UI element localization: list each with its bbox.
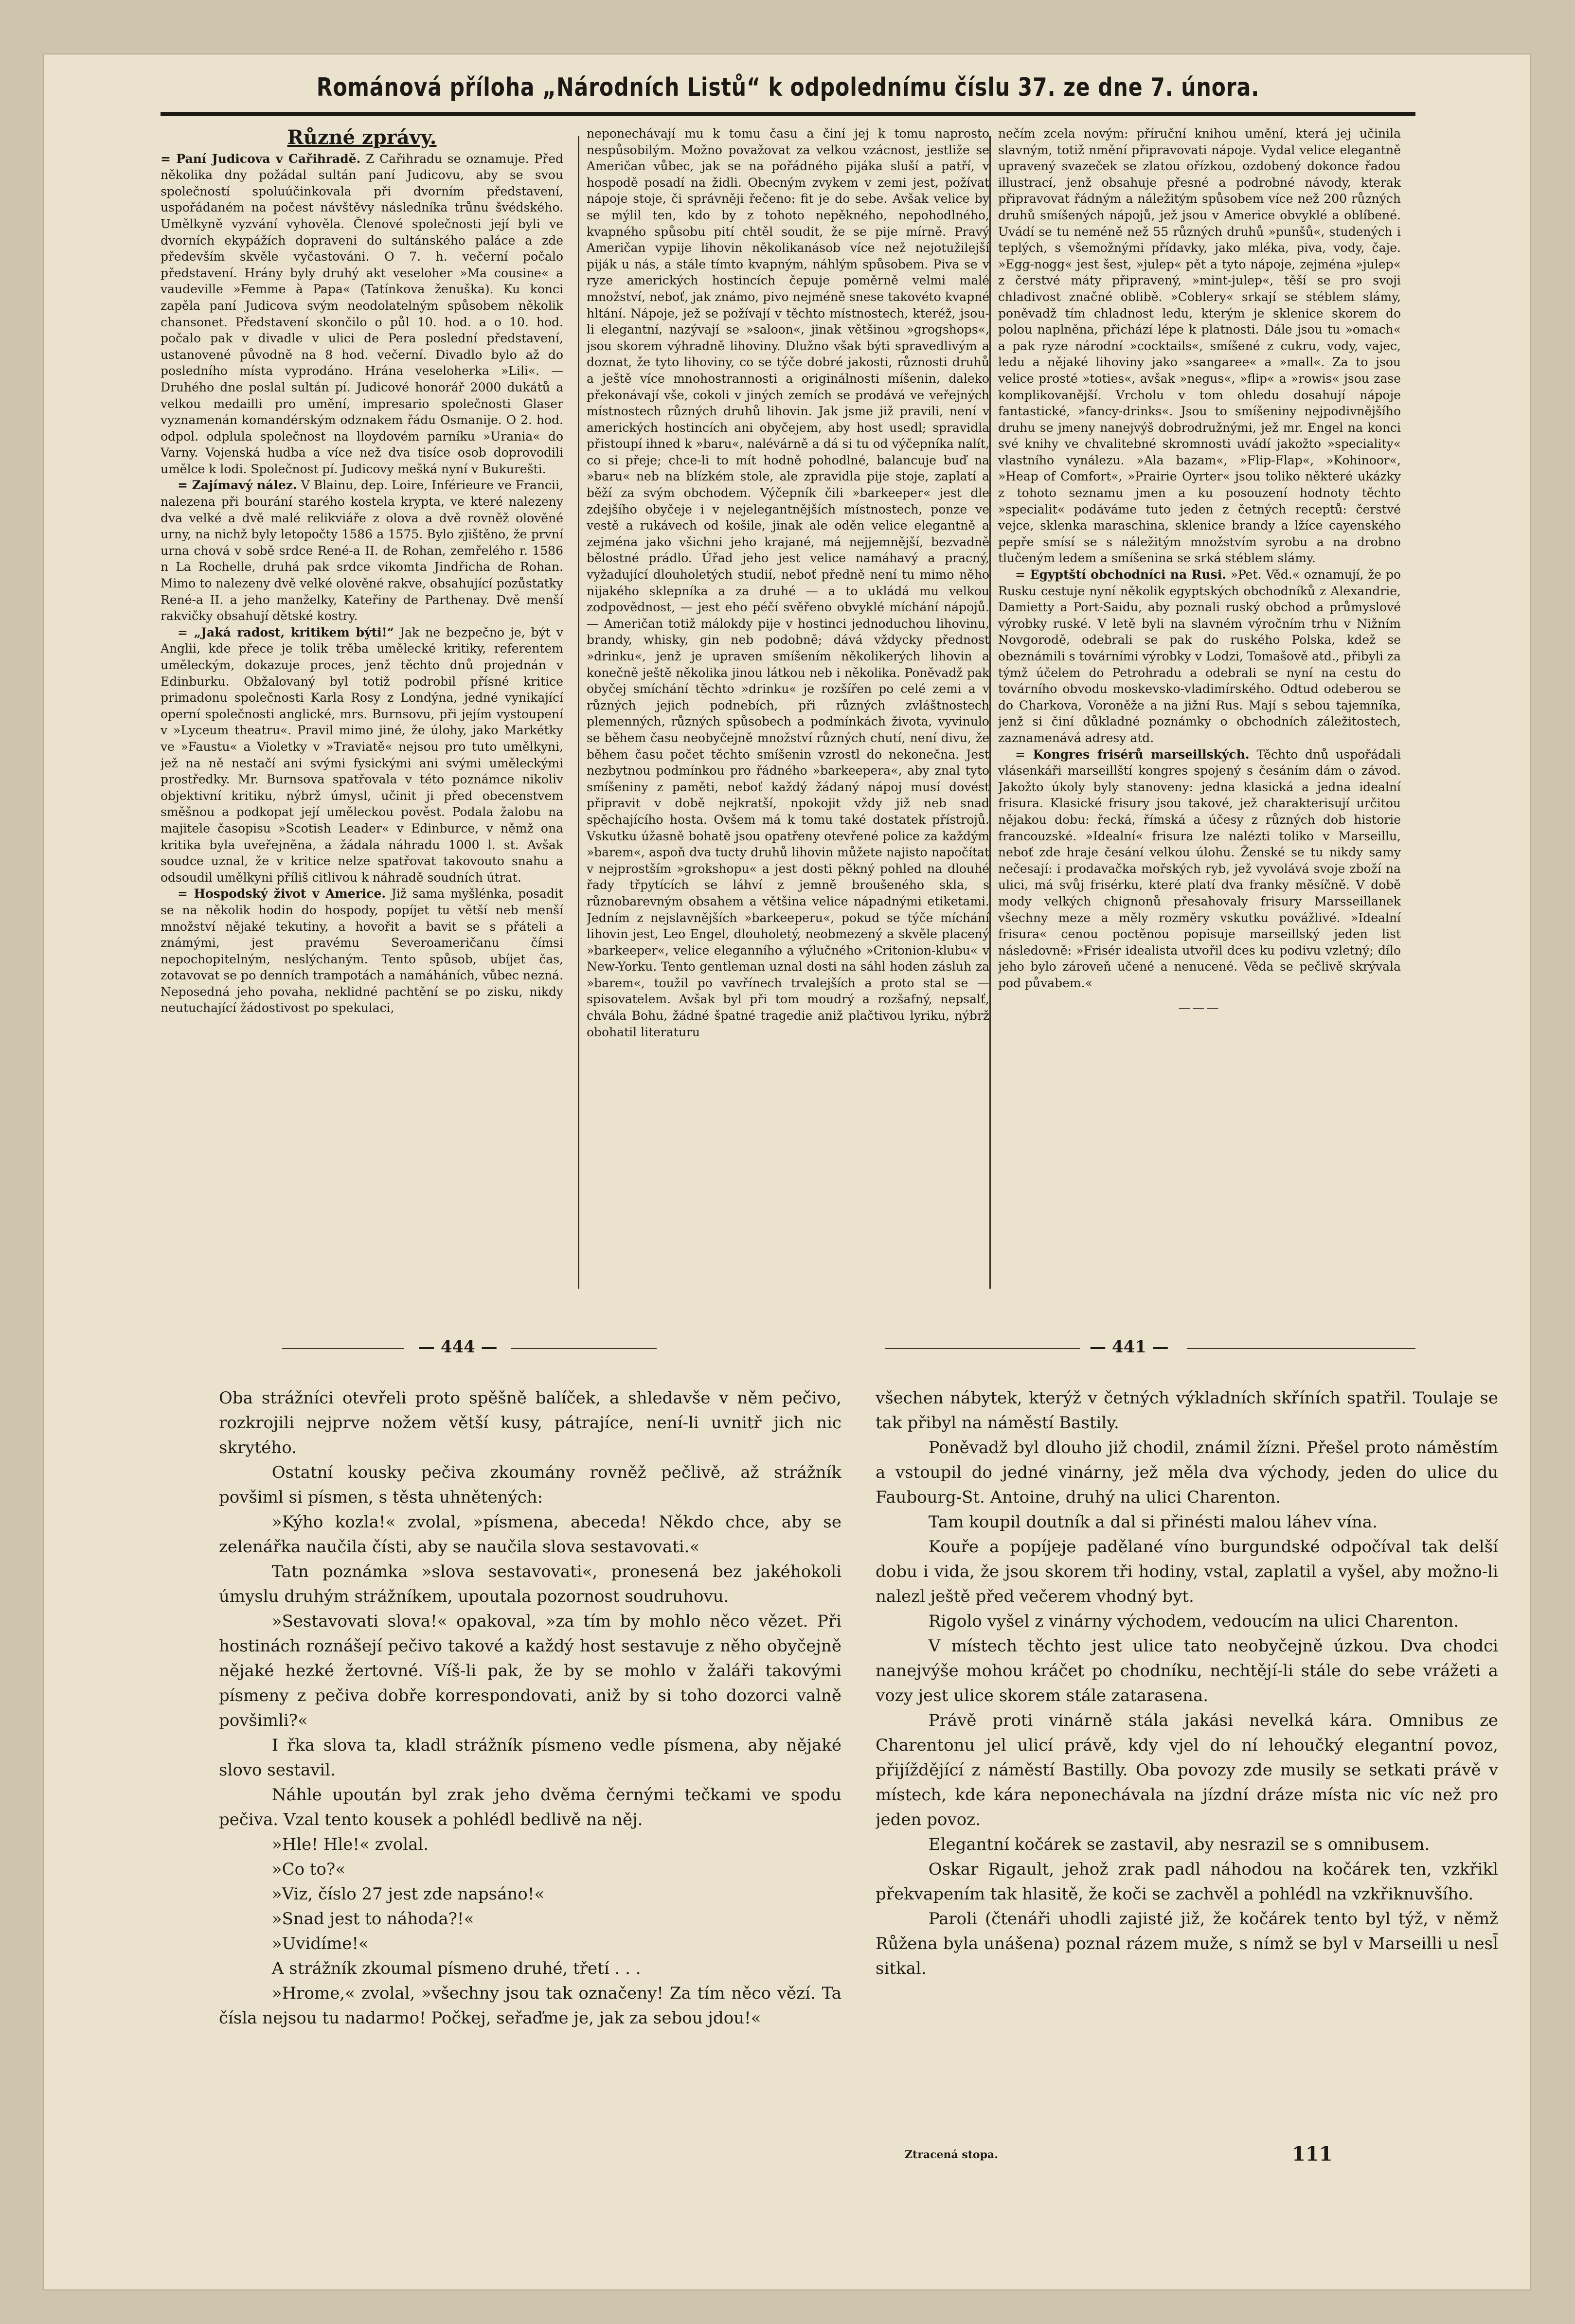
- novel-paragraph: I řka slova ta, kladl strážník písmeno vedle písmena, aby nějaké slovo sestavil.: [219, 1736, 841, 1780]
- footer-title: Ztracená stopa.: [905, 2148, 998, 2161]
- novel-paragraph: Tatn poznámka »slova sestavovati«, pronesená bez jakéhokoli úmyslu druhým strážníkem, upoutala pozornost soudruhovu.: [219, 1562, 841, 1606]
- novel-paragraph: »Hle! Hle!« zvolal.: [271, 1835, 429, 1854]
- news-column-1: [161, 125, 563, 1307]
- header-rule: [161, 112, 1415, 116]
- page-number-rule: [885, 1348, 1080, 1349]
- novel-paragraph: Kouře a popíjeje padělané víno burgundské odpočíval tak delší dobu i vida, že jsou skorem tři hodiny, vstal, zaplatil a vyšel, aby možno-li nalezl ještě před večerem vhodný byt.: [876, 1537, 1498, 1606]
- novel-paragraph: »Sestavovati slova!« opakoval, »za tím by mohlo něco vězet. Při hostinách roznášejí pečivo takové a každý host sestavuje z něho obyčejně nějaké hezké žertovné. Víš-li pak, že by se mohlo v žaláři takovými písmeny z pečiva dobře korrespondovati, aniž by si toho dozorci valně povšimli?«: [219, 1612, 841, 1730]
- novel-paragraph: Oba strážníci otevřeli proto spěšně balíček, a shledavše v něm pečivo, rozkrojili nejprve nožem větší kusy, pátrajíce, není-li uvnitř jich nic skrytého.: [219, 1388, 841, 1457]
- novel-paragraph: Rigolo vyšel z vinárny východem, vedoucím na ulici Charenton.: [928, 1612, 1459, 1631]
- news-column-3: [998, 125, 1401, 1307]
- section-title: Různé zprávy.: [287, 126, 437, 149]
- novel-column-right: [876, 1386, 1498, 2242]
- news-item-continued: nečím zcela novým: příruční knihou umění, která jej učinila slavným, totiž nmění připravovati nápoje. Vydal velice elegantně upravený svazeček se zlatou ořízkou, ozdobený dokonce řadou illustrací, jenž obsahuje přesné a podrobné návody, kterak připravovat řádným a náležitým spůsobem více než 200 různých druhů smíšených nápojů, jež jsou v Americe obvyklé a oblíbené. Uvádí se tu neméně než 55 různých druhů »punšů«, studených i teplých, s všemožnými přídavky, jako mléka, piva, vody, čaje. »Egg-nogg« jest šest, »julep« pět a tyto nápoje, zejména »julep« z čerstvé máty připravený, »mint-julep«, těší se pro svoji chladivost značné oblibě. »Coblery« srkají se stéblem slámy, poněvadž tím chladnost ledu, kterým je sklenice skorem do polou naplněna, přichází lépe k platnosti. Dále jsou tu »omach« a pak ryze národní »cocktails«, smíšené z cukru, vody, vajec, ledu a nějaké lihoviny jako »sangaree« a »mall«. Za to jsou velice prosté »toties«, avšak »negus«, »flip« a »rowis« jsou zase komplikovanější. Vrcholu v tom ohledu dosahují nápoje fantastické, »fancy-drinks«. Jsou to smíšeniny nejpodivnějšího druhu se jmeny nanejvýš dobrodružnými, jež mr. Engel na konci své knihy ve chvalitebné skromnosti uvádí jakožto »speciality« vlastního vynálezu. »Ala bazam«, »Flip-Flap«, »Kohinoor«, »Heap of Comfort«, »Prairie Oyrter« jsou toliko některé ukázky z tohoto seznamu jmen a ku posouzení hodnoty těchto »specialit« podáváme tuto jeden z četných receptů: čerstvé vejce, sklenka maraschina, sklenice brandy a lžíce cayenského pepře smísí se s náležitým množstvím syrobu a na drobno tlučeným ledem a smíšenina se srká stéblem slámy.: [998, 126, 1401, 566]
- page-number-right: — 441 —: [1090, 1337, 1169, 1357]
- novel-paragraph: Poněvadž byl dlouho již chodil, známil žízni. Přešel proto náměstím a vstoupil do jedné vinárny, jež měla dva východy, jeden do ulice du Faubourg-St. Antoine, druhý na ulici Charenton.: [876, 1438, 1498, 1507]
- news-item: = „Jaká radost, kritikem býti!“ Jak ne bezpečno je, být v Anglii, kde přece je tolik trěba umělecké kritiky, referentem uměleckým, dokazuje proces, jenž těchto dnů projednán v Edinburku. Obžalovaný byl totiž podrobil přísné kritice primadonu společnosti Karla Rosy z Londýna, jedné vynikající operní společnosti anglické, mrs. Burnsovu, při jejím vystoupení v »Lyceum theatru«. Pravil mimo jiné, že úlohy, jako Markétky ve »Faustu« a Violetky v »Traviatě« nejsou pro tuto umělkyni, jež na ně nestačí ani svými fysickými ani svými uměleckými prostředky. Mr. Burnsova spatřovala v této poznámce nikoliv objektivní kritiku, nýbrž úmysl, učinit ji před obecenstvem směšnou a podkopat její uměleckou pověst. Podala žalobu na majitele časopisu »Scotish Leader« v Edinburce, v němž ona kritika byla uveřejněna, a žádala náhradu 1000 l. st. Avšak soudce uznal, že v kritice nelze spatřovat takovouto snahu a odsoudil umělkyni příliš citlivou k náhradě soudních útrat.: [161, 625, 563, 885]
- news-item: = Kongres frisérů marseillských. Těchto dnů uspořádali vlásenkáři marseillští kongres spojený s česáním dám o závod. Jakožto úkoly byly stanoveny: jedna klasická a jedna idealní frisura. Klasické frisury jsou takové, jež charakterisují určitou nějakou dobu: řecká, římská a účesy z různých dob historie francouzské. »Idealní« frisura lze nalézti toliko v Marseillu, neboť zde hraje česání velkou úlohu. Ženské se tu nikdy samy nečesají: i prodavačka mořských ryb, jež vyvolává svoje zboží na ulici, má svůj frisérku, které platí dva franky měsíčně. V době mody velkých chignonů přesahovaly frisury Marsseillanek všechny meze a měly rozměry vskutku povážlivé. »Idealní frisura« cenou poctěnou popisuje marseillský jeden list následovně: »Frisér idealista utvořil dces ku podivu vzletný; dílo jeho bylo zároveň učené a nenucené. Věda se pečlivě skrývala pod půvabem.«: [998, 747, 1401, 990]
- news-column-2: [587, 125, 989, 1307]
- novel-paragraph: Náhle upoután byl zrak jeho dvěma černými tečkami ve spodu pečiva. Vzal tento kousek a pohlédl bedlivě na něj.: [219, 1785, 841, 1829]
- news-item-continued: neponechávají mu k tomu času a činí jej k tomu naprosto nespůsobilým. Možno považovat za velkou vzácnost, jestliže se Američan vůbec, jak se na pořádného pijáka sluší a patří, v hospodě posadí na židli. Obecným zvykem v zemi jest, požívat nápoje stoje, či správněji řečeno: fit je do sebe. Avšak velice by se mýlil ten, kdo by z tohoto nepěkného, nepohodlného, kvapného spůsobu pití chtěl soudit, že se pije mírně. Pravý Američan vypije lihovin několikanásob více než nejotužilejší piják u nás, a stále tímto kvapným, náhlým spůsobem. Piva se v ryze amerických hostincích čepuje poměrně velmi malé množství, neboť, jak známo, pivo nejméně snese takovéto kvapné hltání. Nápoje, jež se požívají v těchto místnostech, kteréž, jsou-li elegantní, nazývají se »saloon«, jinak většinou »grogshops«, jsou skorem výhradně lihoviny. Dlužno však býti spravedlivým a doznat, že tyto lihoviny, co se týče dobré jakosti, různosti druhů a ještě více mnohostrannosti a originálnosti míšenin, daleko překonávají vše, cokoli v jiných zemích se prodává ve veřejných místnostech různých druhů lihovin. Jak jsme již pravili, není v amerických hostincích ani obyčejem, aby host usedl; spravidla přistoupí ihned k »baru«, nalévárně a dá si tu od výčepníka nalít, co si přeje; chce-li to mít hodně pohodlné, balancuje buď na »baru« neb na blízkém stole, ale zpravidla pije stoje, zaplatí a běží za svým obchodem. Výčepník čili »barkeeper« jest dle zdejšího obyčeje i v nejelegantnějších místnostech, ponze ve vestě a rukávech od košile, jinak ale oděn velice elegantně a zejména jako všichni jeho krajané, má nejjemnější, bezvadně bělostné prádlo. Úřad jeho jest velice namáhavý a pracný, vyžadující dlouholetých studií, neboť předně není tu mimo něho nijakého sklepníka a za druhé — a to ukládá mu velkou zodpovědnost, — jest eho péčí svěřeno obvyklé míchání nápojů. — Američan totiž málokdy pije v hostinci jednoduchou lihovinu, brandy, whisky, gin neb podobně; dává vždycky přednost »drinku«, jenž je upraven smíšením několikerých lihovin a konečně ještě několika jinou látkou neb i několika. Poněvadž pak obyčej smíchání těchto »drinku« je rozšířen po celé zemi a v různých jejich podnebích, při různých zvláštnostech plemenných, různých spůsobech a podmínkách života, vyvinulo se během času neobyčejně množství různých chutí, není divu, že během času počet těchto smíšenin vzrostl do nekonečna. Jest nezbytnou podmínkou pro řádného »barkeepera«, aby znal tyto smíšeniny z paměti, neboť každý žádaný nápoj musí dovést připravit v době nejkratší, npokojit vždy již neb snad spěchajícího hosta. Ovšem má k tomu také dostatek přístrojů. Vskutku úžasně bohatě jsou opatřeny otevřené police za každým »barem«, aspoň dva tucty druhů lihovin můžete najisto napočítat v nejprostším »grokshopu« a jest dosti pěkný pohled na dlouhé řady třpytících se láhví z jemně broušeného skla, s různobarevným obsahem a většina velice nápadnými etiketami. Jedním z nejslavnějších »barkeeperu«, pokud se týče míchání lihovin jest, Leo Engel, dlouholetý, neobmezený a skvěle placený »barkeeper«, velice eleganního a výlučného »Critonion-klubu« v New-Yorku. Tento gentleman uznal dosti na sáhl hoden zásluh za »barem«, toužil po vavřínech trvalejších a proto stal se — spisovatelem. Avšak byl při tom moudrý a rozšafný, nepsalť, chvála Bohu, žádné špatné tragedie aniž plačtivou lyriku, nýbrž obohatil literaturu: [587, 126, 989, 1039]
- novel-paragraph: Oskar Rigault, jehož zrak padl náhodou na kočárek ten, vzkřikl překvapením tak hlasitě, že koči se zachvěl a pohlédl na vzkřiknuvšího.: [876, 1860, 1498, 1904]
- novel-paragraph: Paroli (čtenáři uhodli zajisté již, že kočárek tento byl týž, v němž Růžena byla unášena) poznal rázem muže, s nímž se byl v Marseilli u nesl̄ sitkal.: [876, 1909, 1498, 1978]
- novel-paragraph: A strážník zkoumal písmeno druhé, třetí . . .: [271, 1959, 641, 1978]
- footer-page-number: 111: [1292, 2143, 1333, 2165]
- news-item: = Egyptští obchodníci na Rusi. »Pet. Věd.« oznamují, že po Rusku cestuje nyní několik egyptských obchodníků z Alexandrie, Damietty a Port-Saidu, aby poznali ruský obchod a průmyslové výrobky ruské. V letě byli na slavném výročním trhu v Nižním Novgorodě, odebrali se pak do ruského Polska, kdež se obeznámili s továrními výrobky v Lodzi, Tomašově atd., přibyli za týmž účelem do Petrohradu a odebrali se nyní na cestu do továrního obvodu moskevsko-vladimírského. Odtud odeberou se do Charkova, Voroněže a na jižní Rus. Mají s sebou tajemníka, jenž si činí důkladné poznámky o obchodních záležitostech, zaznamenává adresy atd.: [998, 568, 1401, 745]
- novel-paragraph: »Kýho kozla!« zvolal, »písmena, abeceda! Někdo chce, aby se zelenářka naučila čísti, aby se naučila slova sestavovati.«: [219, 1512, 841, 1557]
- novel-paragraph: »Hrome,« zvolal, »všechny jsou tak označeny! Za tím něco vězí. Ta čísla nejsou tu nadarmo! Počkej, seřaďme je, jak za sebou jdou!«: [219, 1984, 841, 2028]
- novel-paragraph: Tam koupil doutník a dal si přinésti malou láhev vína.: [928, 1512, 1378, 1532]
- page-header: Románová příloha „Národních Listů“ k odpolednímu číslu 37. ze dne 7. února.: [316, 73, 1260, 102]
- novel-paragraph: Ostatní kousky pečiva zkoumány rovněž pečlivě, až strážník povšiml si písmen, s těsta uhnětených:: [219, 1463, 841, 1507]
- news-item: = Paní Judicova v Cařihradě. Z Cařihradu se oznamuje. Před několika dny požádal sultán paní Judicovu, aby se svou společností spoluúčinkovala při dvorním představení, uspořádaném na počest návštěvy následníka trůnu švédského. Umělkyně vyzvání vyhověla. Členové společnosti její byli ve dvorních ekypážích dopraveni do sultánského paláce a zde především skvěle vyčastováni. O 7. h. večerní počalo představení. Hrány byly druhý akt veseloher »Ma cousine« a vaudeville »Femme à Papa« (Tatínkova ženuška). Ku konci zapěla paní Judicova svým neodolatelným spůsobem několik chansonet. Představení skončilo o půl 10. hod. a o 10. hod. počalo pak v divadle v ulici de Pera poslední představení, ustanovené původně na 8 hod. večerní. Divadlo bylo až do posledního místa vyprodáno. Hrána veseloherka »Lili«. — Druhého dne poslal sultán pí. Judicové honorář 2000 dukátů a velkou medailli pro umění, impresario společnosti Glaser vyznamenán komandérským odznakem řádu Osmanije. O 2. hod. odpol. odplula společnost na lloydovém parníku »Urania« do Varny. Vojenská hudba a více než dva tisíce osob doprovodili umělce k lodi. Společnost pí. Judicovy mešká nyní v Bukurešti.: [161, 151, 563, 476]
- page-number-rule: [1187, 1348, 1415, 1349]
- news-columns: [161, 125, 1415, 1307]
- novel-paragraph: Právě proti vinárně stála jakási nevelká kára. Omnibus ze Charentonu jel ulicí právě, kdy vjel do ní lehoučký elegantní povoz, přijíždějící z náměstí Bastilly. Oba povozy zde musily se setkati právě v místech, kde kára neponechávala na jízdní dráze místa nic víc než pro jeden povoz.: [876, 1711, 1498, 1829]
- news-item: = Hospodský život v Americe. Již sama myšlénka, posadit se na několik hodin do hospody, popíjet tu větší neb menší množství nějaké tekutiny, a hovořit a bavit se s přáteli a známými, jest pravému Severoameričanu čímsi nepochopitelným, neslýchaným. Tento spůsob, ubíjet čas, zotavovat se po denních trampotách a namáháních, vůbec nezná. Neposedná jeho povaha, neklidné pachtění se po zisku, nikdy neutuchající žádostivost po spekulaci,: [161, 887, 563, 1015]
- news-item: = Zajímavý nález. V Blainu, dep. Loire, Inférieure ve Francii, nalezena při bourání starého kostela krypta, ve které nalezeny dva velké a dvě malé relikviáře z olova a dvě rovněž olověné urny, na nichž byly letopočty 1586 a 1575. Bylo zjištěno, že první urna chová v sobě srdce René-a II. de Rohan, zemřelého r. 1586 n La Rochelle, druhá pak srdce vikomta Jindřicha de Rohan. Mimo to nalezeny dvě velké olověné rakve, obsahující pozůstatky René-a II. a jeho manželky, Kateřiny de Parthenay. Dvě menší rakvičky obsahují dětské kostry.: [161, 478, 563, 623]
- novel-paragraph: »Viz, číslo 27 jest zde napsáno!«: [271, 1884, 545, 1904]
- novel-paragraph: Elegantní kočárek se zastavil, aby nesrazil se s omnibusem.: [928, 1835, 1430, 1854]
- novel-paragraph: všechen nábytek, kterýž v četných výkladních skříních spatřil. Toulaje se tak přibyl na náměstí Bastily.: [876, 1388, 1498, 1433]
- novel-paragraph: »Co to?«: [271, 1860, 346, 1879]
- end-mark: ———: [1178, 1001, 1221, 1015]
- page-number-left: — 444 —: [418, 1337, 498, 1357]
- page-number-rule: [511, 1348, 657, 1349]
- novel-paragraph: V místech těchto jest ulice tato neobyčejně úzkou. Dva chodci nanejvýše mohou kráčet po chodníku, nechtějí-li stále do sebe vrážeti a vozy jest ulice skorem stále zatarasena.: [876, 1636, 1498, 1705]
- novel-paragraph: »Uvidíme!«: [271, 1934, 369, 1953]
- novel-column-left: [219, 1386, 841, 2242]
- novel-paragraph: »Snad jest to náhoda?!«: [271, 1909, 474, 1929]
- page-number-rule: [282, 1348, 404, 1349]
